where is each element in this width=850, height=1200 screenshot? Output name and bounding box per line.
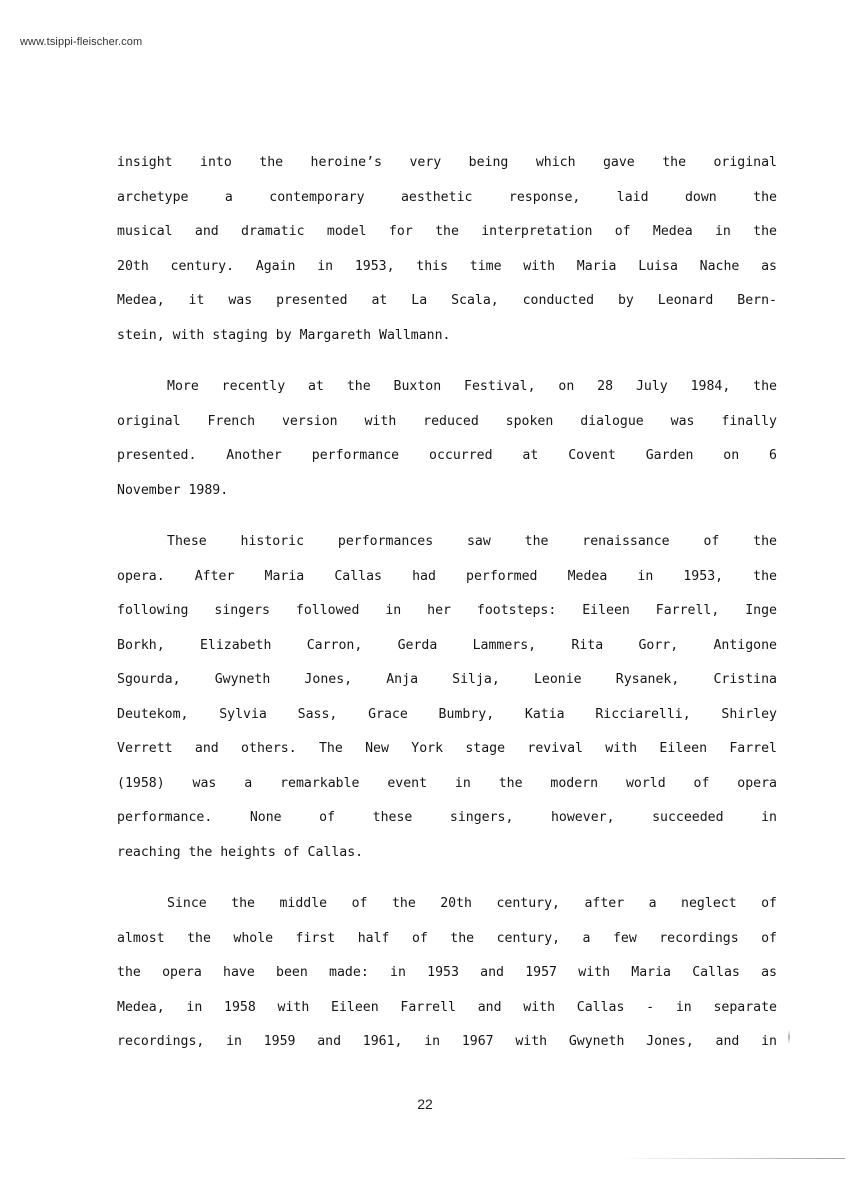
page-number: 22 [417, 1096, 433, 1112]
text-line: Medea, it was presented at La Scala, conducted by Leonard Bern- [117, 293, 777, 308]
paragraph [117, 370, 777, 508]
paragraph [117, 887, 777, 1060]
scan-edge-line [620, 1158, 845, 1159]
scan-artifact [788, 1030, 790, 1044]
text-line: These historic performances saw the renaissance of the [167, 534, 777, 549]
text-line: (1958) was a remarkable event in the modern world of opera [117, 775, 777, 791]
text-line: following singers followed in her footsteps: Eileen Farrell, Inge [117, 603, 777, 618]
text-line: Verrett and others. The New York stage revival with Eileen Farrel [117, 741, 777, 756]
text-line: musical and dramatic model for the interpretation of Medea in the [117, 224, 777, 239]
text-line: Sgourda, Gwyneth Jones, Anja Silja, Leonie Rysanek, Cristina [117, 672, 777, 687]
text-line: presented. Another performance occurred at Covent Garden on 6 [117, 448, 777, 463]
text-line: the opera have been made: in 1953 and 1957 with Maria Callas as [117, 965, 777, 980]
body-text [117, 146, 777, 1060]
text-line: stein, with staging by Margareth Wallmann. [117, 327, 451, 343]
text-line: insight into the heroine’s very being which gave the original [117, 155, 777, 170]
text-line: performance. None of these singers, however, succeeded in [117, 810, 777, 825]
paragraph [117, 525, 777, 870]
text-line: November 1989. [117, 482, 229, 498]
paragraph [117, 146, 777, 353]
text-line: Medea, in 1958 with Eileen Farrell and with Callas - in separate [117, 999, 777, 1015]
text-line: 20th century. Again in 1953, this time with Maria Luisa Nache as [117, 258, 777, 274]
text-line: recordings, in 1959 and 1961, in 1967 with Gwyneth Jones, and in [117, 1034, 777, 1049]
text-line: Since the middle of the 20th century, after a neglect of [167, 896, 777, 911]
text-line: opera. After Maria Callas had performed Medea in 1953, the [117, 568, 777, 584]
text-line: original French version with reduced spoken dialogue was finally [117, 413, 777, 429]
text-line: archetype a contemporary aesthetic response, laid down the [117, 189, 777, 205]
text-line: Deutekom, Sylvia Sass, Grace Bumbry, Katia Ricciarelli, Shirley [117, 706, 777, 722]
text-line: reaching the heights of Callas. [117, 844, 364, 860]
source-url: www.tsippi-fleischer.com [20, 36, 143, 48]
text-line: Borkh, Elizabeth Carron, Gerda Lammers, Rita Gorr, Antigone [117, 637, 777, 653]
text-line: More recently at the Buxton Festival, on 28 July 1984, the [167, 379, 777, 394]
text-line: almost the whole first half of the century, a few recordings of [117, 930, 777, 946]
